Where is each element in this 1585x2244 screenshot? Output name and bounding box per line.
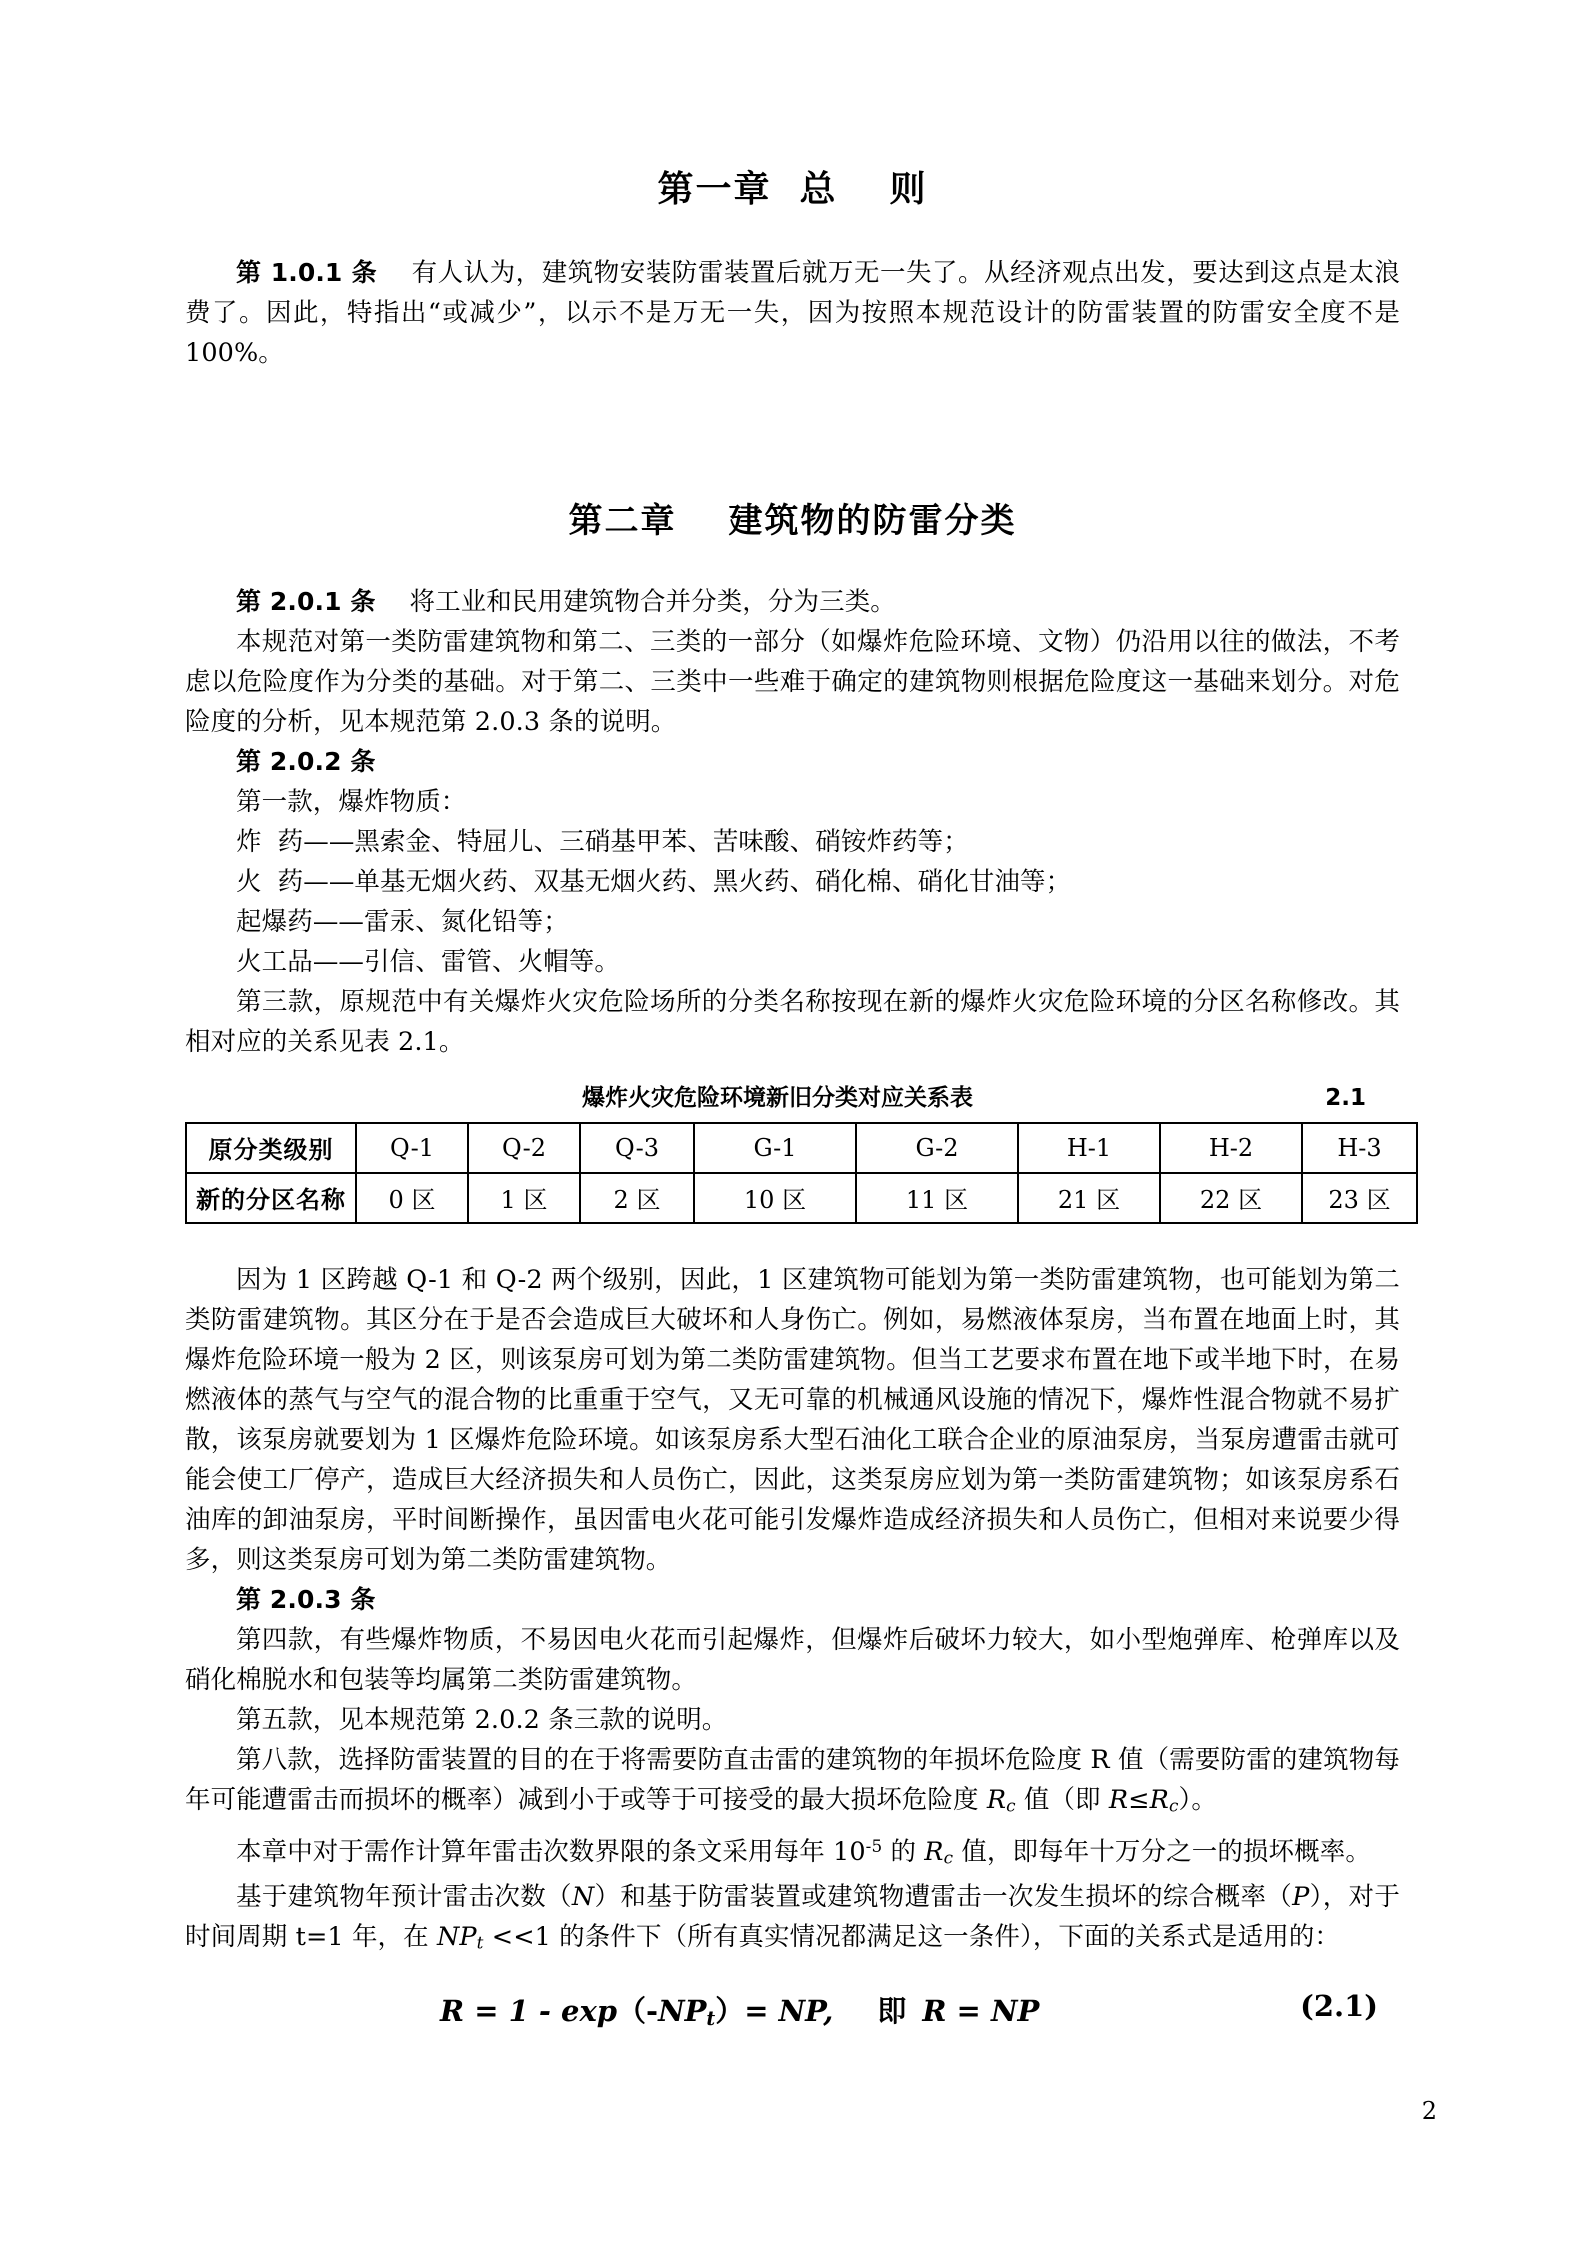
paragraph-np-relation	[185, 1877, 1400, 1963]
table-row	[186, 1173, 1417, 1223]
chapter-2-title-part2: 建筑物的防雷分类	[728, 501, 1017, 542]
explosive-label-yao: 药	[277, 866, 304, 897]
clause-2-0-2-label: 第 2.0.2 条	[236, 746, 376, 776]
chapter-2-title	[185, 373, 1400, 542]
paragraph-np-text-d: <<1 的条件下（所有真实情况都满足这一条件），下面的关系式是适用的：	[483, 1922, 1341, 1953]
clause-2-0-3-item-8: 第八款，选择防雷装置的目的在于将需要防直击雷的建筑物的年损坏危险度 R 值（需要防雷的建筑物每年可能遭雷击而损坏的概率）减到小于或等于可接受的最大损坏危险度 $R_c$ 值（即 $R\le R_c$）。	[185, 1744, 1400, 1816]
paragraph-np-text-a: 基于建筑物年预计雷击次数（	[236, 1882, 572, 1913]
clause-2-0-2-item-2	[185, 822, 1400, 862]
clause-1-0-1-text: 有人认为，建筑物安装防雷装置后就万无一失了。从经济观点出发，要达到这点是太浪费了。因此，特指出“或减少”，以示不是万无一失，因为按照本规范设计的防雷装置的防雷安全度不是 100%。	[185, 258, 1400, 369]
table-cell: H-2	[1160, 1123, 1302, 1173]
explosive-list-2: ——黑索金、特屈儿、三硝基甲苯、苦味酸、硝铵炸药等；	[303, 826, 969, 857]
paragraph-rc-value	[185, 1826, 1400, 1878]
symbol-rc: $R_c$	[924, 1836, 954, 1868]
clause-2-0-3-item-8-text-c: ）。	[1178, 1784, 1217, 1815]
paragraph-np-text-b: ）和基于防雷装置或建筑物遭雷击一次发生损坏的综合概率（	[594, 1882, 1293, 1913]
table-cell: 2 区	[580, 1173, 694, 1223]
explosive-label-huogongpin: 火工品	[236, 946, 313, 977]
symbol-rc: $R_c$	[1149, 1784, 1179, 1816]
formula-2-1-row	[185, 1989, 1400, 2037]
clause-2-0-3-item-5: 第五款，见本规范第 2.0.2 条三款的说明。	[236, 1704, 728, 1735]
clause-2-0-2-item-4	[185, 902, 1400, 942]
clause-2-0-1-label: 第 2.0.1 条	[236, 586, 376, 616]
table-2-1-caption-number: 2.1	[1325, 1084, 1366, 1111]
formula-mid: = NP,	[744, 1994, 834, 2029]
explosive-list-3: ——单基无烟火药、双基无烟火药、黑火药、硝化棉、硝化甘油等；	[303, 866, 1072, 897]
clause-2-0-3-item-4: 第四款，有些爆炸物质，不易因电火花而引起爆炸，但爆炸后破坏力较大，如小型炮弹库、枪弹库以及硝化棉脱水和包装等均属第二类防雷建筑物。	[185, 1624, 1400, 1695]
symbol-rc: $R_c$	[986, 1784, 1016, 1816]
clause-2-0-3-item-8-text-a: 第八款，选择防雷装置的目的在于将需要防直击雷的建筑物的年损坏危险度 R 值（需要防雷的建筑物每年可能遭雷击而损坏的概率）减到小于或等于可接受的最大损坏危险度	[185, 1744, 1400, 1815]
table-cell: 0 区	[356, 1173, 468, 1223]
clause-2-0-1-paragraph	[185, 582, 1400, 622]
table-cell: 11 区	[856, 1173, 1018, 1223]
explosive-label-huo: 火	[236, 866, 262, 897]
paragraph-rc-text-b: 的	[882, 1836, 925, 1867]
table-2-1-caption	[185, 1082, 1400, 1114]
table-row-header-new-zone: 新的分区名称	[186, 1173, 356, 1223]
table-cell: 23 区	[1302, 1173, 1417, 1223]
clause-2-0-3-label: 第 2.0.3 条	[236, 1584, 376, 1614]
explosive-label-qibaoyao: 起爆药	[236, 906, 313, 937]
table-row-header-old-class: 原分类级别	[186, 1123, 356, 1173]
symbol-N: N	[571, 1882, 595, 1913]
explosive-label-yao: 药	[277, 826, 304, 857]
page-number: 2	[1421, 2097, 1437, 2125]
table-cell: H-1	[1018, 1123, 1160, 1173]
formula-arg-open: （-	[617, 1994, 659, 2029]
chapter-1-title	[185, 0, 1400, 211]
inequality-r-le-rc: R	[1108, 1784, 1129, 1815]
table-2-1-caption-text: 爆炸火灾危险环境新旧分类对应关系表	[582, 1084, 973, 1111]
formula-2-1-number: (2.1)	[1300, 1989, 1378, 2024]
symbol-NPt: $NP_t$	[436, 1922, 484, 1954]
table-2-1-block	[185, 1082, 1400, 1224]
explosive-list-5: ——引信、雷管、火帽等。	[312, 946, 621, 977]
table-cell: G-2	[856, 1123, 1018, 1173]
paragraph-after-table: 因为 1 区跨越 Q-1 和 Q-2 两个级别，因此，1 区建筑物可能划为第一类防雷建筑物，也可能划为第二类防雷建筑物。其区分在于是否会造成巨大破坏和人身伤亡。例如，易燃液体泵房，当布置在地面上时，其爆炸危险环境一般为 2 区，则该泵房可划为第二类防雷建筑物。但当工艺要求布置在地下或半地下时，在易燃液体的蒸气与空气的混合物的比重重于空气，又无可靠的机械通风设施的情况下，爆炸性混合物就不易扩散，该泵房就要划为 1 区爆炸危险环境。如该泵房系大型石油化工联合企业的原油泵房，当泵房遭雷击就可能会使工厂停产，造成巨大经济损失和人员伤亡，因此，这类泵房应划为第一类防雷建筑物；如该泵房系石油库的卸油泵房，平时间断操作，虽因雷电火花可能引发爆炸造成经济损失和人员伤亡，但相对来说要少得多，则这类泵房可划为第二类防雷建筑物。	[185, 1264, 1400, 1575]
formula-rhs: R = NP	[922, 1994, 1040, 2029]
table-row	[186, 1123, 1417, 1173]
clause-2-0-2-label-paragraph	[185, 742, 1400, 782]
paragraph-np-text-c: ），对于时间周期 t=1 年，在	[185, 1882, 1400, 1953]
explosive-label-zha: 炸	[236, 826, 262, 857]
clause-2-0-1-body-paragraph: 本规范对第一类防雷建筑物和第二、三类的一部分（如爆炸危险环境、文物）仍沿用以往的做法，不考虑以危险度作为分类的基础。对于第二、三类中一些难于确定的建筑物则根据危险度这一基础来划分。对危险度的分析，见本规范第 2.0.3 条的说明。	[185, 626, 1400, 737]
paragraph-rc-text-a: 本章中对于需作计算年雷击次数界限的条文采用每年 10	[236, 1836, 866, 1867]
table-cell: Q-3	[580, 1123, 694, 1173]
formula-lhs: R = 1 - exp	[440, 1994, 618, 2029]
clause-2-0-2-item-5	[185, 942, 1400, 982]
chapter-2-title-part1: 第二章	[568, 501, 677, 542]
formula-arg-var: $NP_t$	[658, 1994, 716, 2031]
table-2-1	[185, 1122, 1418, 1224]
paragraph-rc-text-c: 值，即每年十万分之一的损坏概率。	[953, 1836, 1371, 1867]
formula-conjunction: 即	[877, 1994, 907, 2029]
table-cell: G-1	[694, 1123, 856, 1173]
clause-1-0-1-paragraph	[185, 253, 1400, 373]
page-content	[185, 0, 1400, 2037]
clause-2-0-3-label-paragraph	[185, 1580, 1400, 1620]
table-cell: 21 区	[1018, 1173, 1160, 1223]
table-cell: Q-1	[356, 1123, 468, 1173]
table-cell: H-3	[1302, 1123, 1417, 1173]
table-cell: 10 区	[694, 1173, 856, 1223]
table-cell: 1 区	[468, 1173, 580, 1223]
table-cell: Q-2	[468, 1123, 580, 1173]
table-cell: 22 区	[1160, 1173, 1302, 1223]
clause-1-0-1-label: 第 1.0.1 条	[236, 258, 378, 288]
clause-2-0-2-item-3	[185, 862, 1400, 902]
clause-2-0-2-item-6: 第三款，原规范中有关爆炸火灾危险场所的分类名称按现在新的爆炸火灾危险环境的分区名称修改。其相对应的关系见表 2.1。	[185, 986, 1400, 1057]
chapter-1-title-part1: 第一章	[657, 169, 772, 210]
clause-2-0-1-text: 将工业和民用建筑物合并分类，分为三类。	[409, 586, 896, 617]
chapter-1-title-part3: 则	[889, 169, 928, 210]
exponent-minus-5: -5	[865, 1835, 883, 1856]
explosive-list-4: ——雷汞、氮化铅等；	[312, 906, 569, 937]
symbol-P: P	[1292, 1882, 1310, 1913]
clause-2-0-2-item-1: 第一款，爆炸物质：	[236, 786, 467, 817]
formula-2-1-expression	[440, 1989, 1039, 2030]
formula-arg-close: ）	[715, 1994, 745, 2029]
clause-2-0-3-item-8-text-b: 值（即	[1015, 1784, 1109, 1815]
chapter-1-title-part2: 总	[799, 169, 838, 210]
